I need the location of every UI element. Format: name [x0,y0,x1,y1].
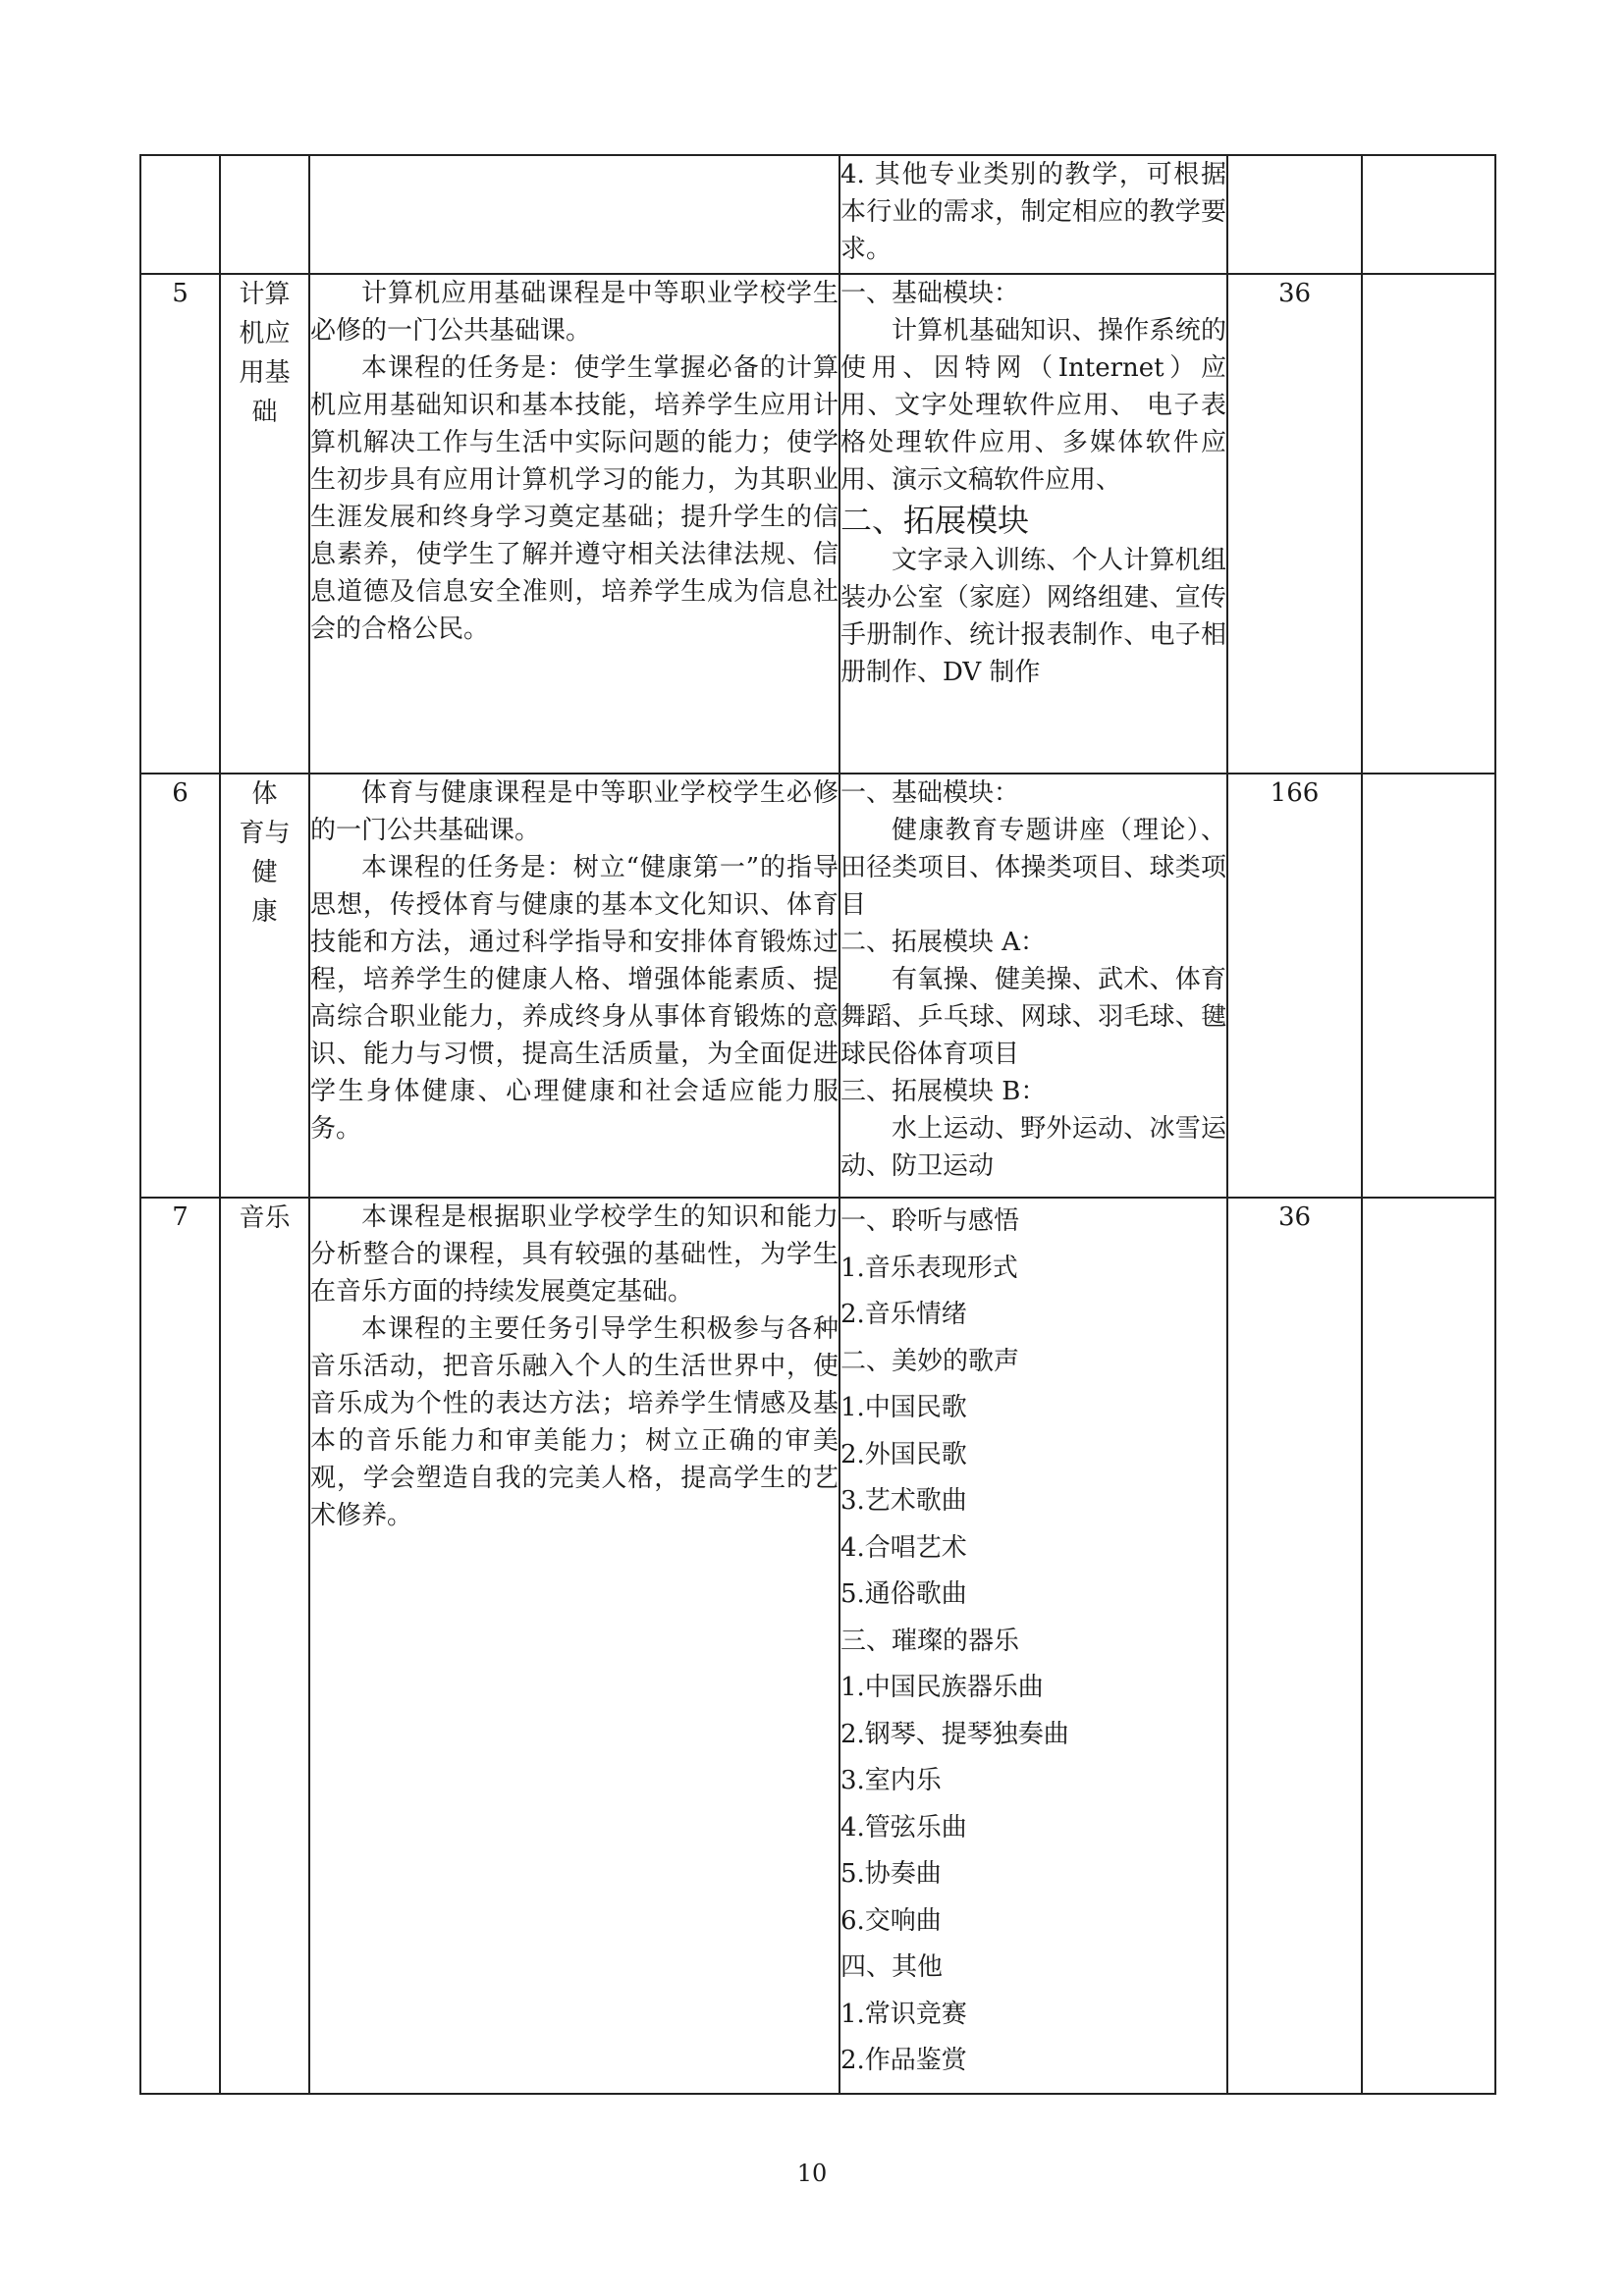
course-name-line: 音乐 [239,1203,291,1233]
content-line: 2.钢琴、提琴独奏曲 [840,1719,1069,1749]
cell-course-content [839,274,1227,774]
content-line: 3.艺术歌曲 [840,1486,967,1516]
content-line: 水上运动、野外运动、冰雪运动、防卫运动 [840,1114,1226,1181]
content-line: 一、基础模块： [840,279,1020,308]
content-line: 5.协奏曲 [840,1859,942,1889]
course-name-line: 础 [251,398,278,427]
cell-course-hours: 166 [1227,774,1362,1198]
course-name-line: 健 [251,858,278,887]
cell-course-goal [309,1198,839,2094]
cell-course-note [1362,274,1495,774]
course-name-line: 用基 [239,358,291,388]
content-line: 一、聆听与感悟 [840,1206,1020,1236]
course-name-line: 康 [251,897,278,927]
content-line: 1.中国民歌 [840,1393,967,1422]
course-name-line: 计算 [239,280,291,309]
content-line: 4.管弦乐曲 [840,1812,967,1842]
table-body [140,155,1495,2094]
page-number: 10 [796,2160,828,2187]
cell-course-number: 5 [140,274,220,774]
table-row [140,274,1495,774]
content-line: 4.合唱艺术 [840,1532,967,1563]
content-line: 1.音乐表现形式 [840,1253,1018,1283]
cell-course-goal [309,155,839,274]
content-line: 2.作品鉴赏 [840,2046,967,2075]
table-row [140,774,1495,1198]
cell-course-goal [309,274,839,774]
cell-course-number [140,155,220,274]
goal-paragraph: 本课程的任务是：树立“健康第一”的指导思想，传授体育与健康的基本文化知识、体育技能和方法，通过科学指导和安排体育锻炼过程，培养学生的健康人格、增强体能素质、提高综合职业能力，养成终身从事体育锻炼的意识、能力与习惯，提高生活质量，为全面促进学生身体健康、心理健康和社会适应能力服务。 [310,853,839,1144]
content-line: 四、其他 [840,1952,944,1982]
cell-course-note [1362,1198,1495,2094]
course-table [139,154,1496,2095]
content-line: 6.交响曲 [840,1905,942,1936]
content-line: 一、基础模块： [840,778,1020,808]
cell-course-content [839,774,1227,1198]
course-name-line: 体 [251,779,278,809]
cell-course-number: 7 [140,1198,220,2094]
content-line: 2.外国民歌 [840,1439,967,1469]
cell-course-hours [1227,155,1362,274]
content-line: 二、拓展模块 A： [840,928,1047,957]
content-line: 文字录入训练、个人计算机组装办公室（家庭）网络组建、宣传手册制作、统计报表制作、电子相册制作、DV 制作 [840,546,1226,687]
goal-paragraph: 本课程的主要任务引导学生积极参与各种音乐活动，把音乐融入个人的生活世界中，使音乐成为个性的表达方法；培养学生情感及基本的音乐能力和审美能力；树立正确的审美观，学会塑造自我的完美人格，提高学生的艺术修养。 [310,1314,839,1530]
cell-course-hours: 36 [1227,1198,1362,2094]
content-line: 1.常识竞赛 [840,1999,967,2029]
goal-paragraph: 体育与健康课程是中等职业学校学生必修的一门公共基础课。 [310,778,839,845]
course-name-line: 育与 [239,819,291,848]
content-line: 有氧操、健美操、武术、体育舞蹈、乒乓球、网球、羽毛球、毽球民俗体育项目 [840,965,1226,1069]
content-line: 二、拓展模块 [840,502,1030,539]
goal-paragraph: 计算机应用基础课程是中等职业学校学生必修的一门公共基础课。 [310,279,839,346]
cell-course-name [220,274,309,774]
cell-course-content [839,155,1227,274]
cell-course-name [220,774,309,1198]
goal-paragraph: 本课程是根据职业学校学生的知识和能力分析整合的课程，具有较强的基础性，为学生在音乐方面的持续发展奠定基础。 [310,1202,839,1307]
cell-course-hours: 36 [1227,274,1362,774]
course-name-line: 机应 [239,319,291,348]
content-line: 5.通俗歌曲 [840,1579,967,1609]
table-row [140,155,1495,274]
content-line: 1.中国民族器乐曲 [840,1673,1044,1702]
cell-course-content [839,1198,1227,2094]
content-line: 三、拓展模块 B： [840,1077,1047,1106]
content-line: 二、美妙的歌声 [840,1346,1020,1376]
content-line: 健康教育专题讲座（理论）、田径类项目、体操类项目、球类项目 [840,816,1226,920]
cell-course-note [1362,774,1495,1198]
cell-course-number: 6 [140,774,220,1198]
goal-paragraph: 本课程的任务是：使学生掌握必备的计算机应用基础知识和基本技能，培养学生应用计算机解决工作与生活中实际问题的能力；使学生初步具有应用计算机学习的能力，为其职业生涯发展和终身学习奠定基础；提升学生的信息素养，使学生了解并遵守相关法律法规、信息道德及信息安全准则，培养学生成为信息社会的合格公民。 [310,353,839,644]
cell-course-goal [309,774,839,1198]
content-line: 2.音乐情绪 [840,1300,967,1329]
table-row [140,1198,1495,2094]
content-line: 4. 其他专业类别的教学，可根据本行业的需求，制定相应的教学要求。 [840,160,1226,264]
content-line: 三、璀璨的器乐 [840,1626,1020,1656]
content-line: 3.室内乐 [840,1766,942,1795]
cell-course-name [220,155,309,274]
cell-course-name [220,1198,309,2094]
cell-course-note [1362,155,1495,274]
content-line: 计算机基础知识、操作系统的使用、因特网（Internet）应用、文字处理软件应用、 电子表格处理软件应用、多媒体软件应用、演示文稿软件应用、 [840,316,1226,495]
